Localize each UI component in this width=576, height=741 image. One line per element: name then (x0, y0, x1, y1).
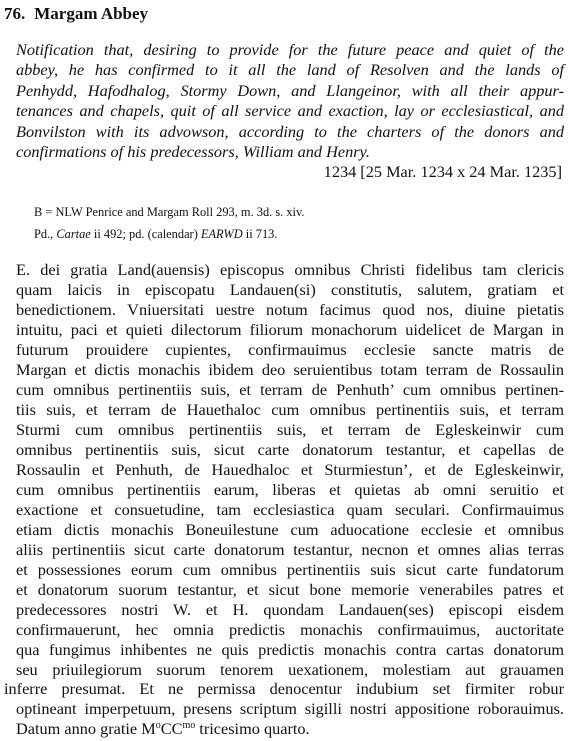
charter-line: exactione et consuetudine, tam ecclesiastica quam seculari. Confirmauimus (16, 499, 564, 519)
document-heading (4, 4, 564, 24)
source-text: ii 713. (242, 227, 278, 242)
sources-block (4, 205, 564, 242)
document-number: 76. (4, 4, 26, 23)
charter-line: cum omnibus pertinentiis suis, et terram de Penhuth’ cum omnibus pertinen- (16, 380, 564, 400)
source-title-cartae: Cartae (56, 227, 91, 242)
source-text: ii 492; pd. (calendar) (90, 227, 201, 242)
charter-line: optineant imperpetuum, presens scriptum sigilli nostri appositione roborauimus. (16, 699, 564, 719)
dating-superscript: mo (182, 720, 196, 732)
source-text: Pd., (34, 227, 57, 242)
source-manuscript: B = NLW Penrice and Margam Roll 293, m. 3d. s. xiv. (34, 205, 305, 220)
dating-text: Datum anno gratie M (16, 719, 156, 739)
charter-line: tiis suis, et terram de Hauethaloc cum omnibus pertinentiis suis, et terram (16, 400, 564, 420)
summary-line: Bonvilston with its advowson, according to the charters of the donors and (16, 121, 564, 141)
charter-line: Rossaulin et Penhuth, de Hauedhaloc et Sturmiestun’, et de Egleskeinwir, (16, 459, 564, 479)
charter-line: quam laicis in episcopatu Landauen(si) constitutis, salutem, gratiam et (16, 280, 564, 300)
summary-line: confirmations of his predecessors, William and Henry. (16, 142, 370, 162)
charter-line: et possessiones eorum cum omnibus pertinentiis suis sicut carte fundatorum (16, 559, 564, 579)
charter-line: inferre presumat. Et ne permissa denocentur indubium set firmiter robur (4, 679, 564, 699)
dating-text: tricesimo quarto. (195, 719, 310, 739)
summary-line: abbey, he has confirmed to it all the land of Resolven and the lands of (16, 60, 564, 80)
charter-line: futurum prouidere cupientes, confirmauimus ecclesie sancte matris de (16, 340, 564, 360)
charter-line: intuitu, paci et quieti dilectorum filiorum monachorum uidelicet de Margan in (16, 320, 564, 340)
charter-line: cum omnibus pertinentiis earum, liberas et quietas ab omni seruitio et (16, 479, 564, 499)
charter-line: confirmauerunt, hec omnia predictis monachis confirmauimus, auctoritate (16, 619, 564, 639)
charter-line: qua fungimus inhibentes ne quis predictis monachis contra cartas donatorum (16, 639, 564, 659)
charter-line: aliis pertinentiis sicut carte donatorum testantur, necnon et omnes alias terras (16, 539, 564, 559)
document-title: Margam Abbey (34, 4, 149, 23)
charter-line: etiam dictis monachis Boneuilestune cum aduocatione ecclesie et omnibus (16, 519, 564, 539)
summary-paragraph (4, 40, 564, 162)
dating-superscript: o (155, 720, 161, 732)
charter-line: E. dei gratia Land(auensis) episcopus omnibus Christi fidelibus tam clericis (16, 260, 564, 280)
summary-line: Notification that, desiring to provide for the future peace and quiet of the (16, 40, 564, 59)
charter-text (4, 260, 564, 739)
source-printed (34, 227, 564, 242)
charter-line: Sturmi cum omnibus pertinentiis suis, et terram de Egleskeinwir cum (16, 420, 564, 440)
charter-dating-clause (16, 719, 564, 739)
source-title-earwd: EARWD (200, 227, 243, 242)
charter-line: et donatorum suorum testantur, et sicut bone memorie venerabiles patres et (16, 579, 564, 599)
charter-line: benedictionem. Vniuersitati uestre notum facimus quod nos, diuine pietatis (16, 300, 564, 320)
charter-line: omnibus pertinentiis suis, sicut carte donatorum testantur, et capellas de (16, 440, 564, 460)
charter-line: seu priuilegiorum suorum tenorem uexationem, molestiam aut grauamen (16, 659, 564, 679)
dating-text: CC (160, 719, 183, 739)
summary-line: tenances and chapels, quit of all service and exaction, lay or ecclesiastical, and (16, 101, 564, 121)
summary-line: Penhydd, Hafodhalog, Stormy Down, and Llangeinor, with all their appur- (16, 80, 564, 100)
charter-line: Margan et dictis monachis ibidem deo seruientibus totam terram de Rossaulin (16, 360, 564, 380)
charter-line: predecessores nostri W. et H. quondam Landauen(ses) episcopi eisdem (16, 599, 564, 619)
date-line: 1234 [25 Mar. 1234 x 24 Mar. 1235] (323, 162, 562, 182)
